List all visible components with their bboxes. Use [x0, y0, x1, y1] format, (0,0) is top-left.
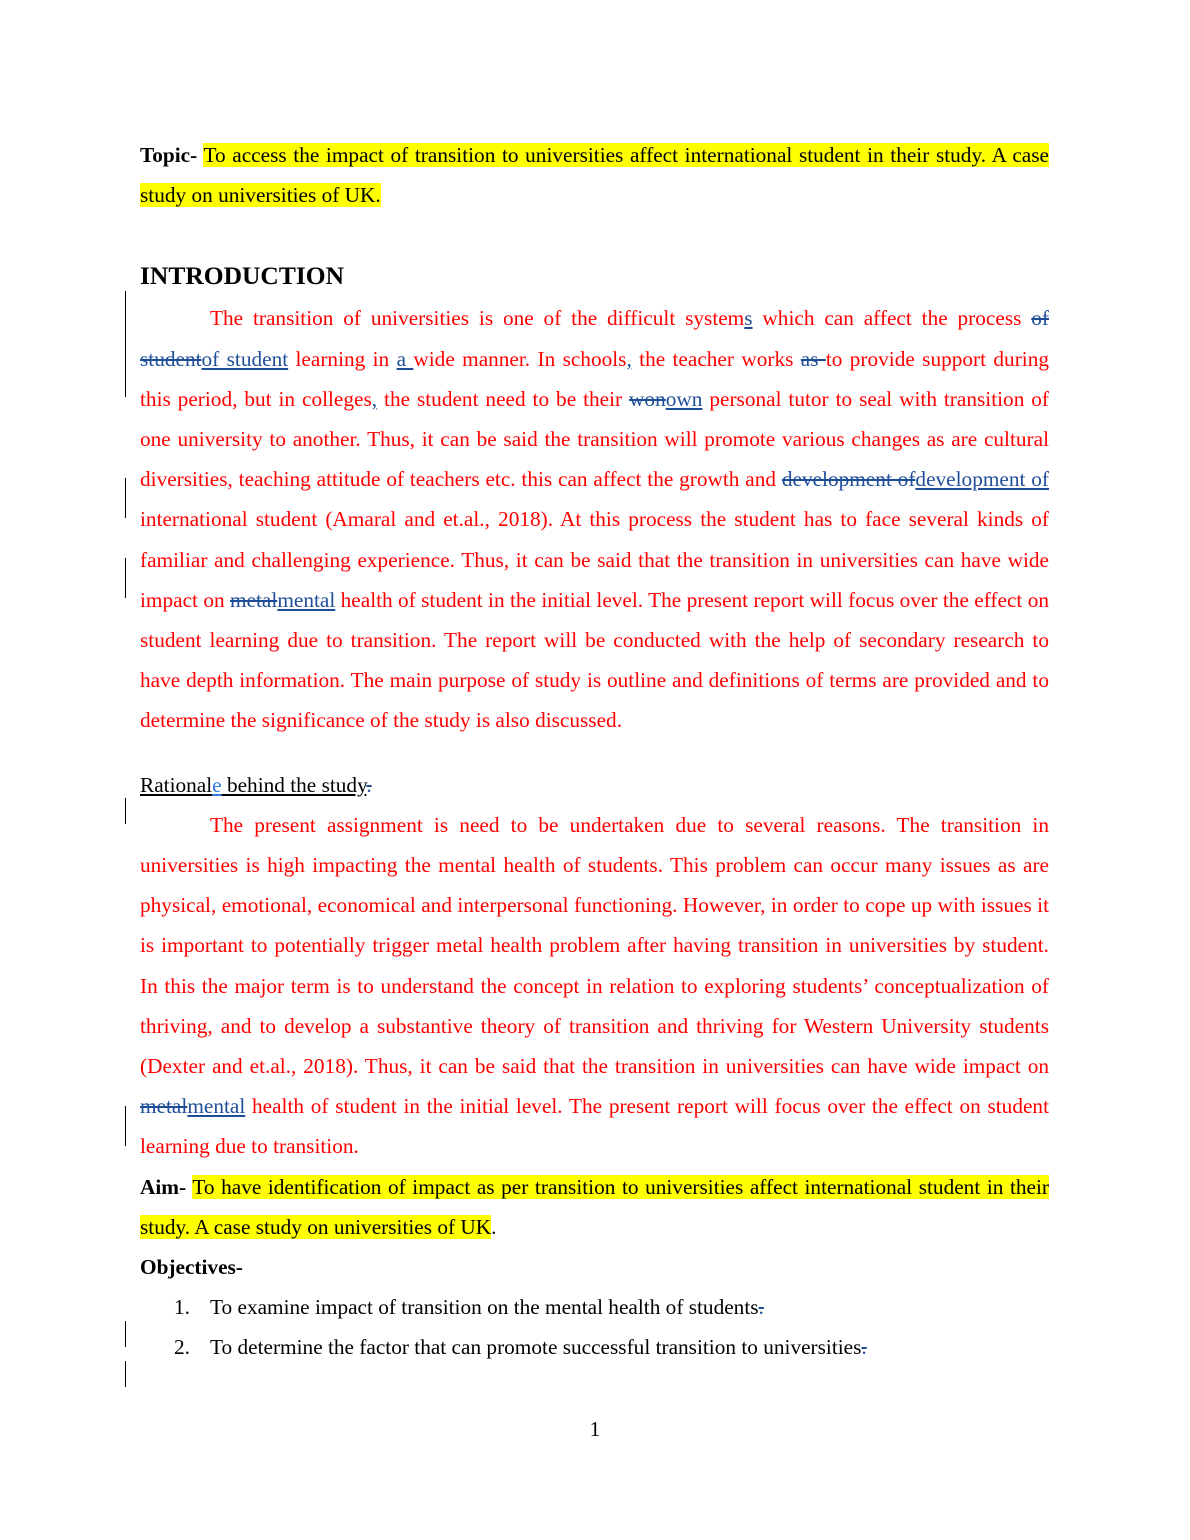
list-number: 2. — [174, 1335, 190, 1360]
topic-text: To access the impact of transition to universities affect international student in their study. A case study on universities of UK. — [140, 143, 1049, 208]
change-bar — [125, 291, 126, 397]
insertion: own — [665, 386, 703, 411]
text-run: Rational — [140, 772, 213, 797]
text-run: The present assignment is need to be undertaken due to several reasons. The transition in universities is high impacting the mental health of students. This problem can occur many issues as are physical, emotional, economical and interpersonal functioning. However, in order to cope up with issues it is important to potentially trigger metal health problem after having transition in universities by student. In this the major term is to understand the concept in relation to exploring students’ conceptualization of thriving, and to develop a substantive theory of transition and thriving for Western University students (Dexter and et.al., 2018). Thus, it can be said that the transition in universities can have wide impact on — [140, 812, 1049, 1079]
introduction-paragraph — [140, 298, 1049, 740]
deletion: metal — [140, 1094, 188, 1119]
change-bar — [125, 798, 126, 824]
list-item-text: To determine the factor that can promote successful transition to universities — [210, 1335, 862, 1360]
text-run: . — [491, 1214, 497, 1239]
change-bar — [125, 558, 126, 598]
topic-label: Topic- — [140, 143, 198, 167]
insertion: e — [212, 772, 222, 797]
rationale-heading — [140, 765, 1049, 805]
text-run: the teacher works — [631, 346, 801, 371]
text-run: health of student in the initial level. The present report will focus over the effect on student learning due to transition. The report will be conducted with the help of secondary research to have depth information. The main purpose of study is outline and definitions of terms are provided and to determine the significance of the study is also discussed. — [140, 587, 1050, 733]
list-item-text: To examine impact of transition on the mental health of students — [210, 1295, 759, 1320]
objectives-heading — [140, 1247, 1049, 1287]
list-item — [140, 1327, 1049, 1367]
change-bar — [125, 478, 126, 518]
text-run: health of student in the initial level. The present report will focus over the effect on student learning due to transition. — [140, 1094, 1049, 1159]
text-run: the student need to be their — [377, 386, 630, 411]
page-number: 1 — [589, 1417, 601, 1441]
aim-paragraph — [140, 1167, 1049, 1247]
deletion: . — [758, 1295, 764, 1320]
text-run: personal tutor to seal with transition of one university to another. Thus, it can be said the transition will promote various changes as are cultural diversities, teaching attitude of teachers etc. this can affect the growth and — [140, 386, 1050, 492]
aim-label: Aim- — [140, 1174, 187, 1199]
introduction-heading: INTRODUCTION — [140, 261, 345, 291]
text-run: learning in — [288, 346, 397, 371]
objectives-label: Objectives- — [140, 1255, 243, 1280]
aim-text: To have identification of impact as per transition to universities affect international student in their study. A case study on universities of UK — [140, 1174, 1049, 1239]
change-bar — [125, 1106, 126, 1146]
deletion: won — [629, 386, 666, 411]
insertion: mental — [277, 587, 336, 612]
deletion: of student — [140, 306, 1049, 371]
deletion: . — [861, 1335, 867, 1360]
list-number: 1. — [174, 1295, 190, 1320]
text-run: behind the study — [221, 772, 367, 797]
objectives-list — [140, 1287, 1049, 1367]
text-run: wide manner. In schools — [413, 346, 627, 371]
rationale-paragraph — [140, 805, 1049, 1167]
insertion: , — [626, 346, 632, 371]
change-bar — [125, 1321, 126, 1347]
deletion: metal — [230, 587, 278, 612]
text-run: international student (Amaral and et.al., 2018). At this process the student has to face several kinds of familiar and challenging experience. Thus, it can be said that the transition in universities can have wide impact on — [140, 507, 1049, 612]
change-bar — [125, 1361, 126, 1387]
deletion: development of — [781, 467, 916, 492]
topic-paragraph — [140, 135, 1049, 215]
document-page — [140, 135, 1049, 1368]
insertion: of student — [201, 346, 289, 371]
text-run: The transition of universities is one of the difficult system — [210, 306, 745, 331]
deletion: as — [800, 346, 826, 371]
insertion: , — [371, 386, 378, 411]
insertion: a — [396, 346, 414, 371]
deletion: . — [366, 772, 372, 797]
insertion: development of — [915, 467, 1049, 492]
insertion: s — [744, 306, 753, 331]
text-run: to provide support during this period, but in colleges — [140, 346, 1050, 411]
list-item — [140, 1287, 1049, 1327]
text-run: which can affect the process — [752, 306, 1032, 331]
insertion: mental — [187, 1094, 246, 1119]
